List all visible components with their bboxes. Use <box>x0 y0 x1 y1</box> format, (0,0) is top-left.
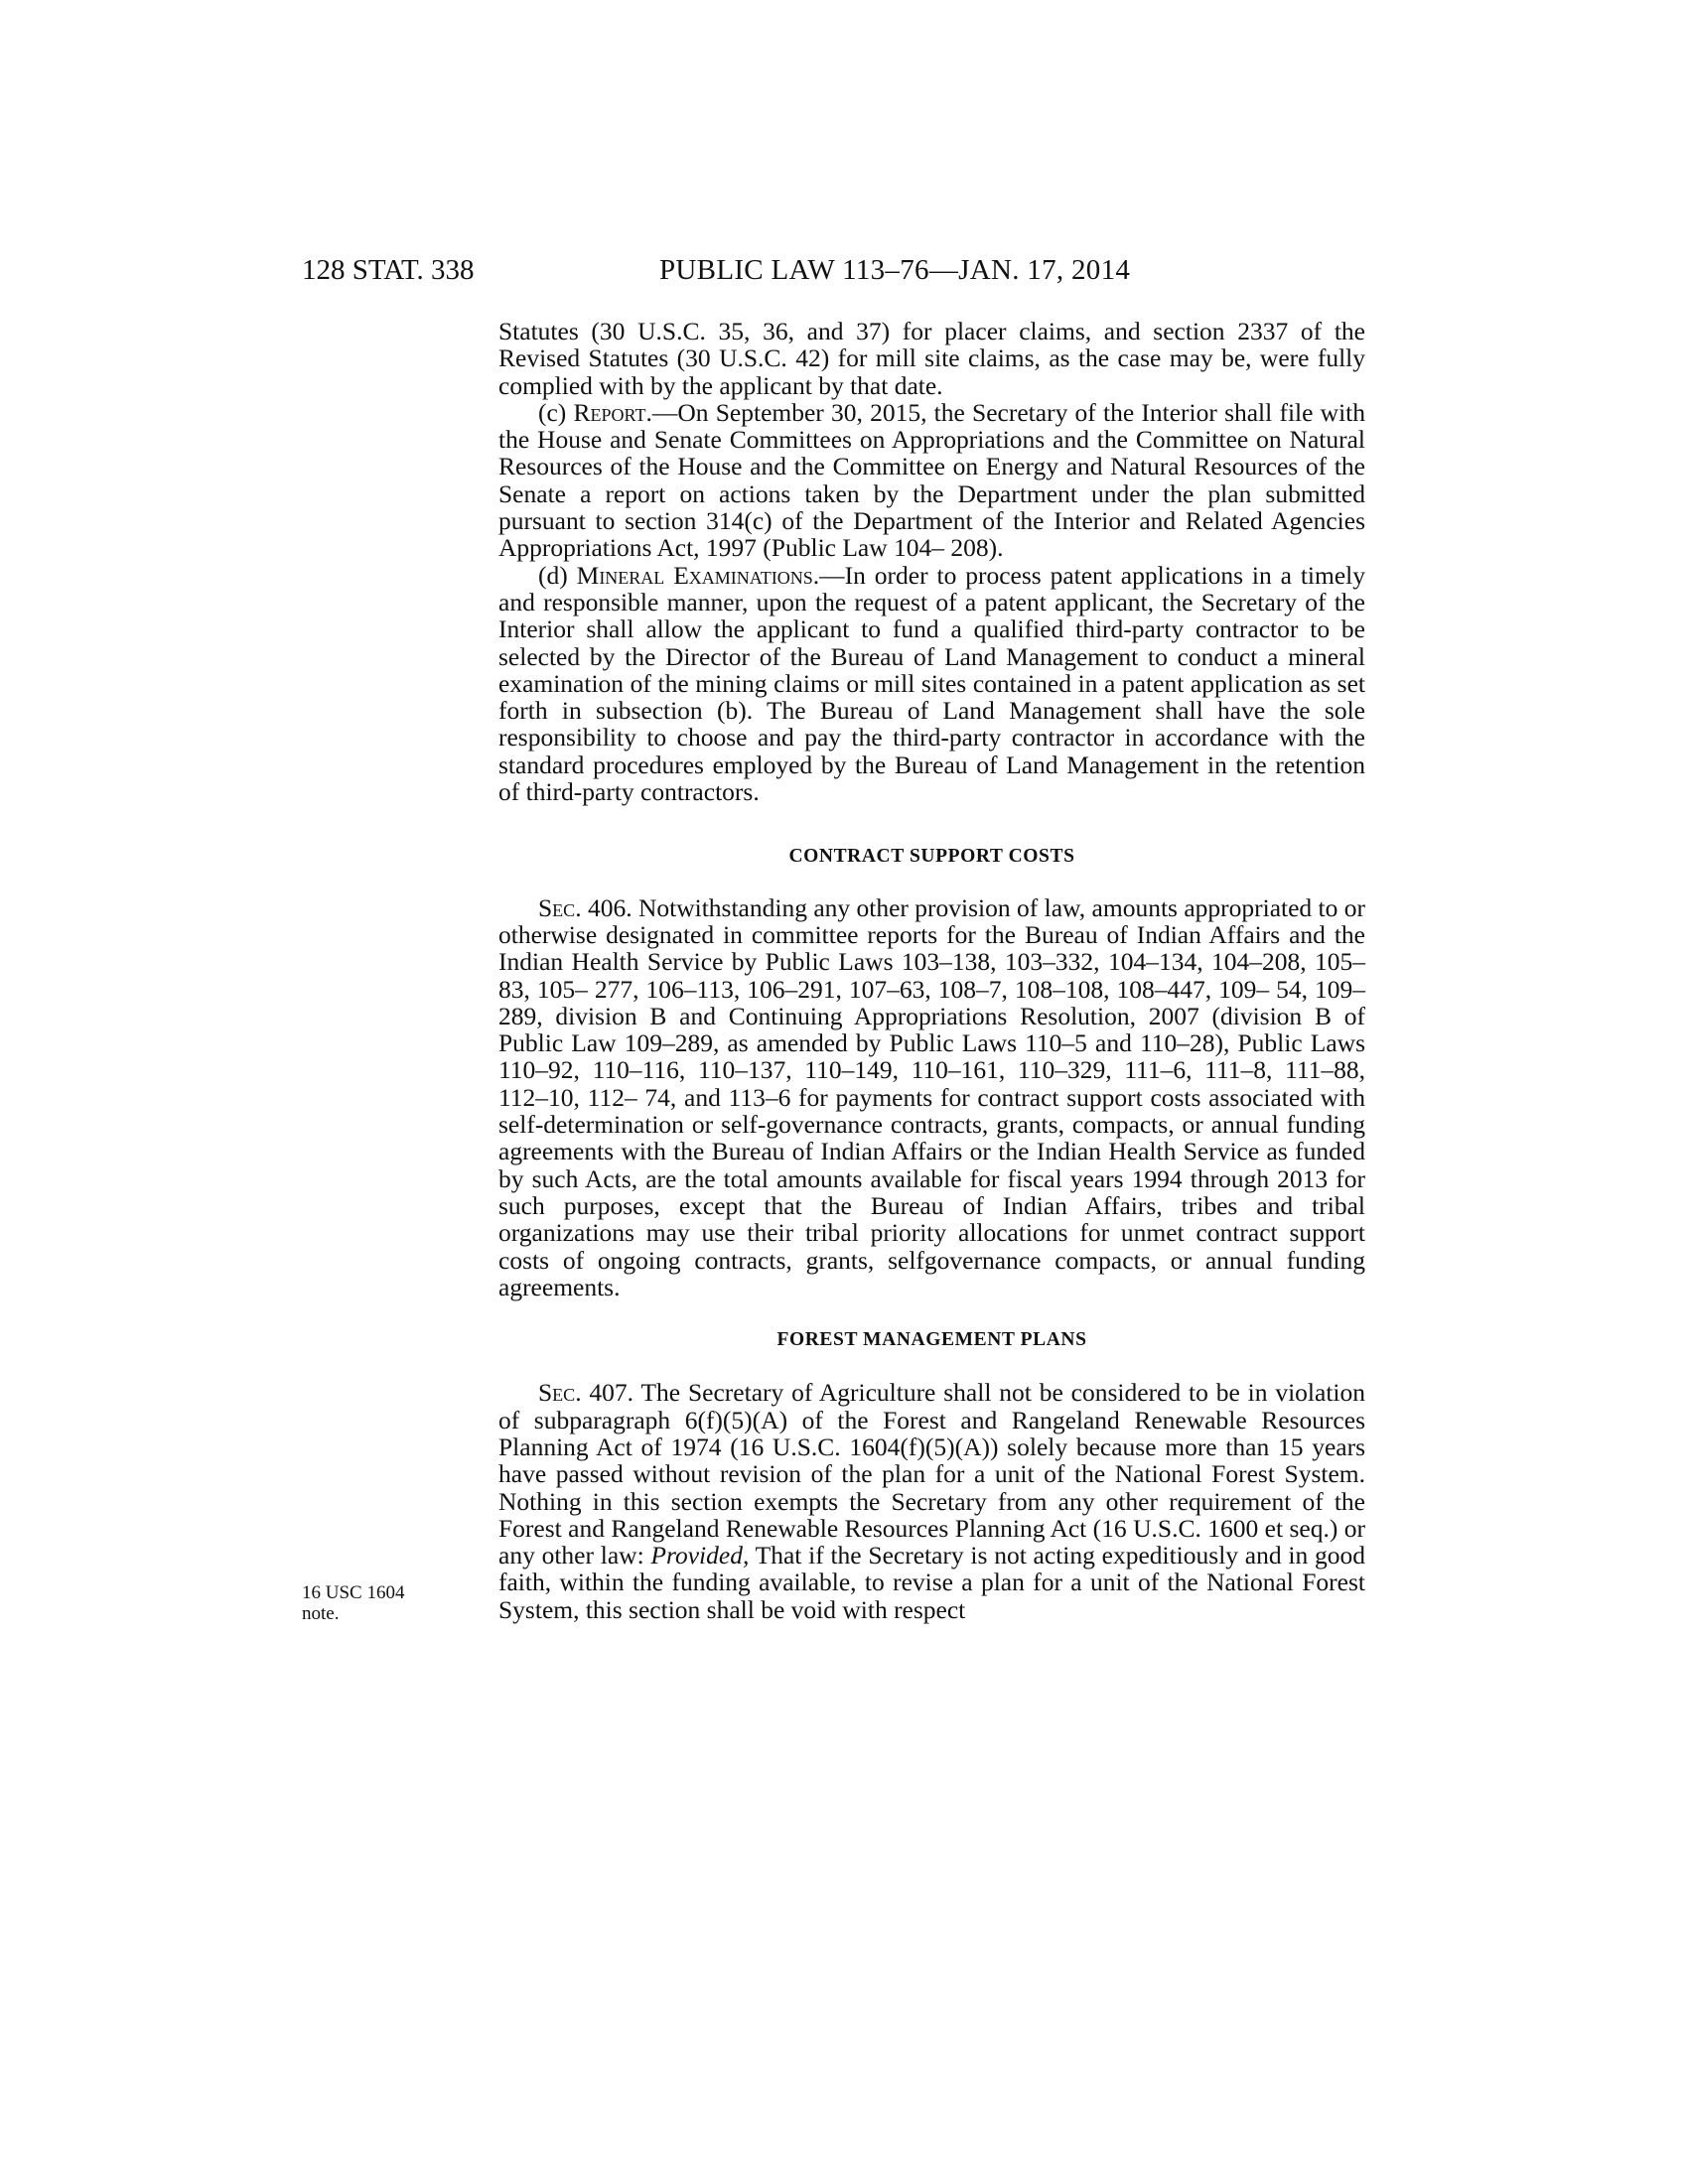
section-407-provided: Provided, <box>650 1541 750 1570</box>
paragraph-mineral-text: In order to process patent applications in a timely and responsible manner, upon the request of a patent applicant, the Secretary of the Interior shall allow the applicant to fund a qualified third-party contractor to be selected by the Director of the Bureau of Land Management to conduct a mineral examination of the mining claims or mill sites contained in a patent application as set forth in subsection (b). The Bureau of Land Management shall have the sole responsibility to choose and pay the third-party contractor in accordance with the standard procedures employed by the Bureau of Land Management in the retention of third-party contractors. <box>498 560 1366 807</box>
paragraph-report-label: (c) <box>538 397 574 427</box>
statute-page-reference: 128 STAT. 338 <box>302 254 475 286</box>
section-407-paragraph <box>498 1379 1365 1623</box>
section-heading-forest-management-plans: FOREST MANAGEMENT PLANS <box>776 1329 1087 1351</box>
margin-note-line1: 16 USC 1604 <box>302 1582 405 1603</box>
body-text-column <box>498 318 1365 1623</box>
paragraph-continuation: Statutes (30 U.S.C. 35, 36, and 37) for placer claims, and section 2337 of the Revised Statutes (30 U.S.C. 42) for mill site claims, as the case may be, were fully complied with by the applicant by that date. <box>498 317 1365 400</box>
section-406-text: Notwithstanding any other provision of law, amounts appropriated to or otherwise designated in committee reports for the Bureau of Indian Affairs and the Indian Health Service by Public Laws 103–138, 103–332, 104–134, 104–208, 105–83, 105– 277, 106–113, 106–291, 107–63, 108–7, 108–108, 108–447, 109– 54, 109–289, division B and Continuing Appropriations Resolution, 2007 (division B of Public Law 109–289, as amended by Public Laws 110–5 and 110–28), Public Laws 110–92, 110–116, 110–137, 110–149, 110–161, 110–329, 111–6, 111–8, 111–88, 112–10, 112– 74, and 113–6 for payments for contract support costs associated with self-determination or self-governance contracts, grants, compacts, or annual funding agreements with the Bureau of Indian Affairs or the Indian Health Service as funded by such Acts, are the total amounts available for fiscal years 1994 through 2013 for such purposes, except that the Bureau of Indian Affairs, tribes and tribal organizations may use their tribal priority allocations for unmet contract support costs of ongoing contracts, grants, selfgovernance compacts, or annual funding agreements. <box>498 892 1366 1301</box>
section-407-number: . 407. <box>575 1378 634 1408</box>
paragraph-mineral-examinations <box>498 562 1365 806</box>
running-title: PUBLIC LAW 113–76—JAN. 17, 2014 <box>659 254 1131 286</box>
section-406-paragraph <box>498 894 1365 1300</box>
running-header <box>302 250 1366 290</box>
paragraph-mineral-heading: Mineral Examinations <box>576 560 813 590</box>
paragraph-mineral-label: (d) <box>538 560 577 590</box>
paragraph-report-text: On September 30, 2015, the Secretary of the Interior shall file with the House and Senate Committees on Appropriations and the Committee on Natural Resources of the House and the Committee on Energy and Natural Resources of the Senate a report on actions taken by the Department under the plan submitted pursuant to section 314(c) of the Department of the Interior and Related Agencies Appropriations Act, 1997 (Public Law 104– 208). <box>498 397 1365 563</box>
section-406-number: . 406. <box>575 892 633 922</box>
section-407-text-after: That if the Secretary is not acting expeditiously and in good faith, within the funding available, to revise a plan for a unit of the National Forest System, this section shall be void with respect <box>498 1541 1365 1624</box>
section-heading-contract-support-costs: CONTRACT SUPPORT COSTS <box>788 846 1075 868</box>
section-407-text: The Secretary of Agriculture shall not be considered to be in violation of subparagraph 6(f)(5)(A) of the Forest and Rangeland Renewable Resources Planning Act of 1974 (16 U.S.C. 1604(f)(5)(A)) solely because more than 15 years have passed without revision of the plan for a unit of the National Forest System. Nothing in this section exempts the Secretary from any other requirement of the Forest and Rangeland Renewable Resources Planning Act (16 U.S.C. 1600 et seq.) or any other law: <box>498 1378 1365 1570</box>
margin-note-line2: note. <box>302 1603 340 1624</box>
paragraph-report-dash: .— <box>645 397 678 427</box>
section-406-label: Sec <box>538 892 576 922</box>
paragraph-mineral-dash: .— <box>812 560 845 590</box>
margin-note-usc <box>302 1582 441 1624</box>
section-407-label: Sec <box>538 1378 576 1408</box>
paragraph-report <box>498 399 1365 562</box>
paragraph-report-heading: Report <box>573 397 646 427</box>
